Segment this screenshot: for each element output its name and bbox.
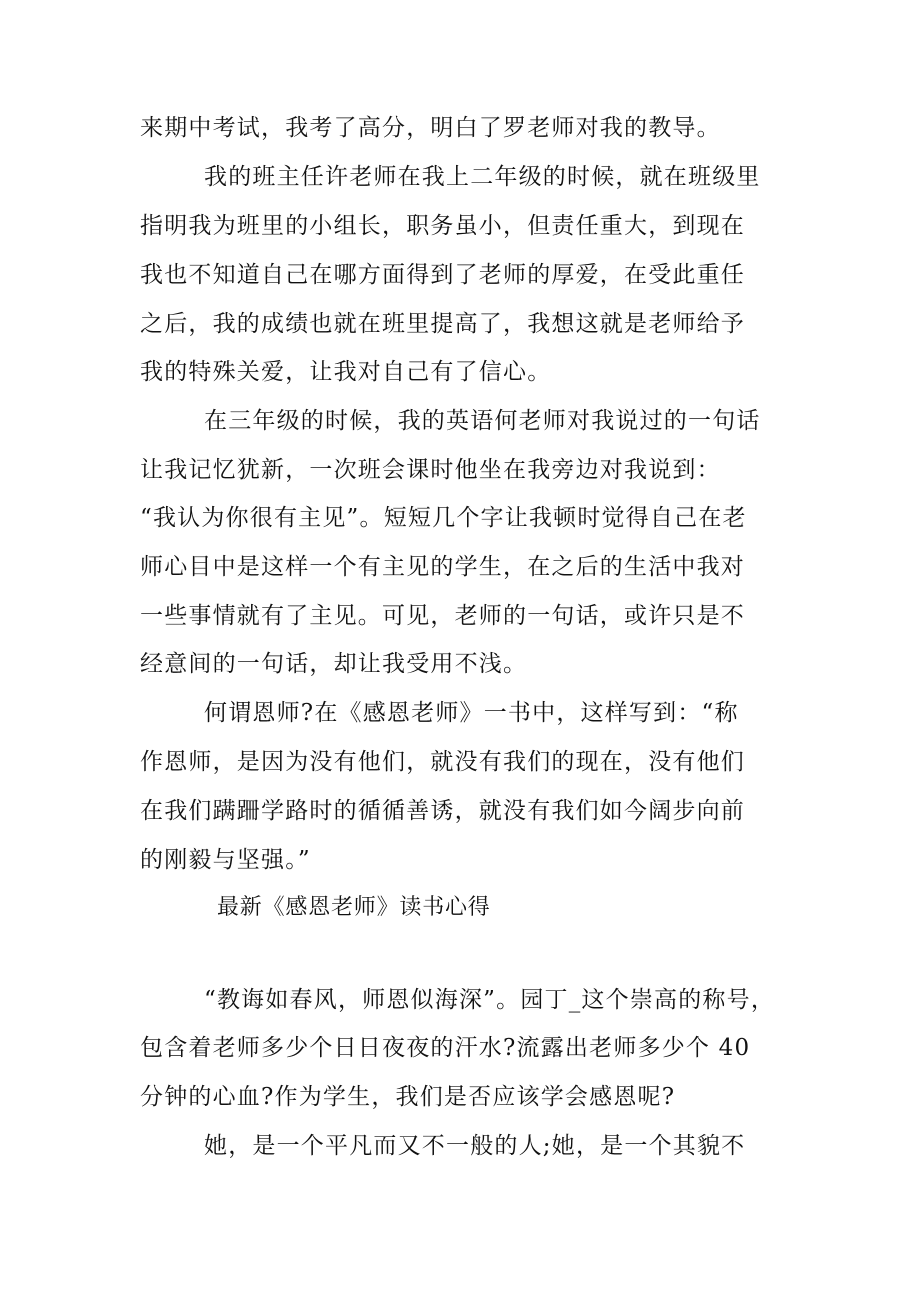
paragraph-start: “教诲如春风，师恩似海深”。园丁_这个崇高的称号， (204, 987, 776, 1013)
text-line: 让我记忆犹新，一次班会课时他坐在我旁边对我说到： (140, 457, 721, 483)
text-line: 一些事情就有了主见。可见，老师的一句话，或许只是不 (140, 603, 745, 629)
text-line: 在我们蹒跚学路时的循循善诱，就没有我们如今阔步向前 (140, 798, 745, 824)
paragraph-start: 她，是一个平凡而又不一般的人;她，是一个其貌不 (204, 1133, 746, 1159)
text-line: 来期中考试，我考了高分，明白了罗老师对我的教导。 (140, 115, 721, 141)
text-line: “我认为你很有主见”。短短几个字让我顿时觉得自己在老 (140, 505, 747, 531)
text-line: 作恩师，是因为没有他们，就没有我们的现在，没有他们 (140, 749, 745, 775)
text-line: 指明我为班里的小组长，职务虽小，但责任重大，到现在 (140, 213, 745, 239)
text-line: 分钟的心血?作为学生，我们是否应该学会感恩呢? (140, 1084, 676, 1110)
text-line: 的刚毅与坚强。” (140, 847, 311, 873)
text-line: 我的特殊关爱，让我对自己有了信心。 (140, 359, 552, 385)
paragraph-start: 我的班主任许老师在我上二年级的时候，就在班级里 (204, 164, 761, 190)
paragraph-start: 何谓恩师?在《感恩老师》一书中，这样写到：“称 (204, 700, 739, 726)
section-heading: 最新《感恩老师》读书心得 (217, 895, 491, 920)
paragraph-start: 在三年级的时候，我的英语何老师对我说过的一句话 (204, 408, 761, 434)
text-line: 包含着老师多少个日日夜夜的汗水?流露出老师多少个 40 (140, 1035, 751, 1061)
text-line: 之后，我的成绩也就在班里提高了，我想这就是老师给予 (140, 311, 745, 337)
text-line: 经意间的一句话，却让我受用不浅。 (140, 651, 528, 677)
text-line: 我也不知道自己在哪方面得到了老师的厚爱，在受此重任 (140, 262, 745, 288)
text-line: 师心目中是这样一个有主见的学生，在之后的生活中我对 (140, 554, 745, 580)
